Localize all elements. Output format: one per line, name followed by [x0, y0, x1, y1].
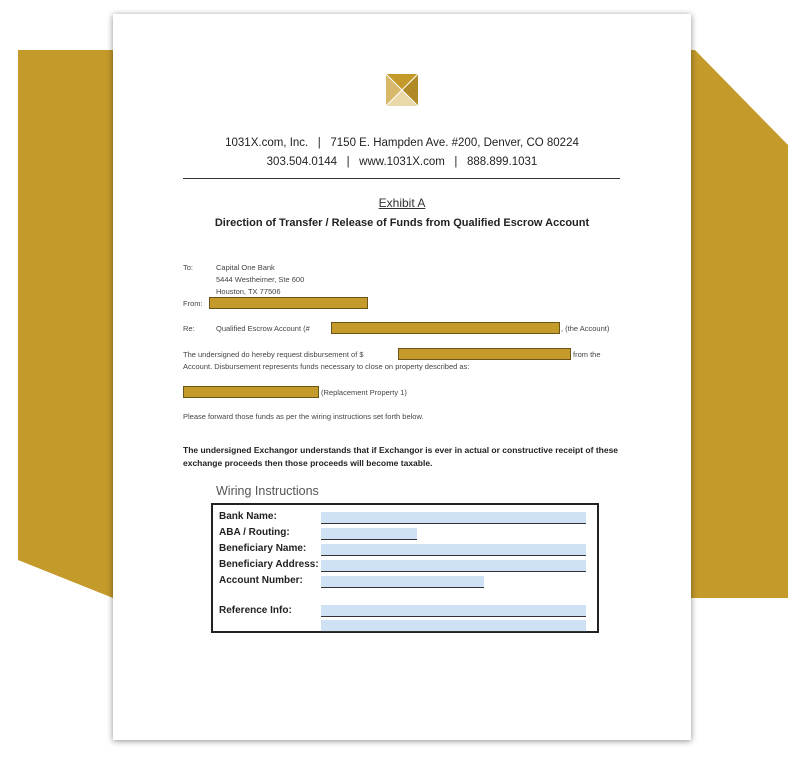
from-redaction[interactable] [209, 297, 368, 309]
replacement-property-label: (Replacement Property 1) [321, 388, 407, 397]
company-address-line: 1031X.com, Inc. | 7150 E. Hampden Ave. #200, Denver, CO 80224 [225, 137, 579, 149]
company-contact-line: 303.504.0144 | www.1031X.com | 888.899.1031 [266, 156, 538, 168]
exhibit-heading: Exhibit A [378, 196, 426, 210]
re-label: Re: [183, 324, 195, 333]
wiring-instructions-title: Wiring Instructions [216, 484, 319, 498]
reference-info-field-1[interactable] [321, 605, 586, 617]
disbursement-prefix: The undersigned do hereby request disbursement of $ [183, 350, 364, 359]
re-text: Qualified Escrow Account (# [216, 324, 310, 333]
forward-instructions: Please forward those funds as per the wiring instructions set forth below. [183, 412, 424, 421]
document-page [113, 14, 691, 740]
aba-routing-field[interactable] [321, 528, 417, 540]
header-divider [183, 178, 620, 179]
re-suffix: , (the Account) [561, 324, 610, 333]
exchangor-tax-note: The undersigned Exchangor understands that if Exchangor is ever in actual or constructive receipt of these exchange proceeds then those proceeds will become taxable. [183, 445, 619, 468]
disbursement-line-2: Account. Disbursement represents funds necessary to close on property described as: [183, 362, 470, 371]
bank-name-label: Bank Name: [219, 511, 277, 522]
account-number-redaction[interactable] [331, 322, 560, 334]
reference-info-label: Reference Info: [219, 605, 292, 616]
to-line-2: 5444 Westheimer, Ste 600 [216, 275, 305, 284]
replacement-property-redaction[interactable] [183, 386, 319, 398]
beneficiary-name-label: Beneficiary Name: [219, 543, 307, 554]
beneficiary-address-field[interactable] [321, 560, 586, 572]
account-number-label: Account Number: [219, 575, 303, 586]
to-label: To: [183, 263, 194, 272]
to-line-1: Capital One Bank [216, 263, 275, 272]
document-title: Direction of Transfer / Release of Funds from Qualified Escrow Account [214, 217, 590, 229]
beneficiary-name-field[interactable] [321, 544, 586, 556]
reference-info-field-2[interactable] [321, 620, 586, 632]
wiring-instructions-box [211, 503, 599, 633]
beneficiary-address-label: Beneficiary Address: [219, 559, 319, 570]
bank-name-field[interactable] [321, 512, 586, 524]
disbursement-suffix: from the [573, 350, 601, 359]
from-label: From: [183, 299, 203, 308]
amount-redaction[interactable] [398, 348, 571, 360]
1031x-logo-icon [386, 74, 418, 106]
to-line-3: Houston, TX 77506 [216, 287, 281, 296]
account-number-field[interactable] [321, 576, 484, 588]
aba-routing-label: ABA / Routing: [219, 527, 290, 538]
